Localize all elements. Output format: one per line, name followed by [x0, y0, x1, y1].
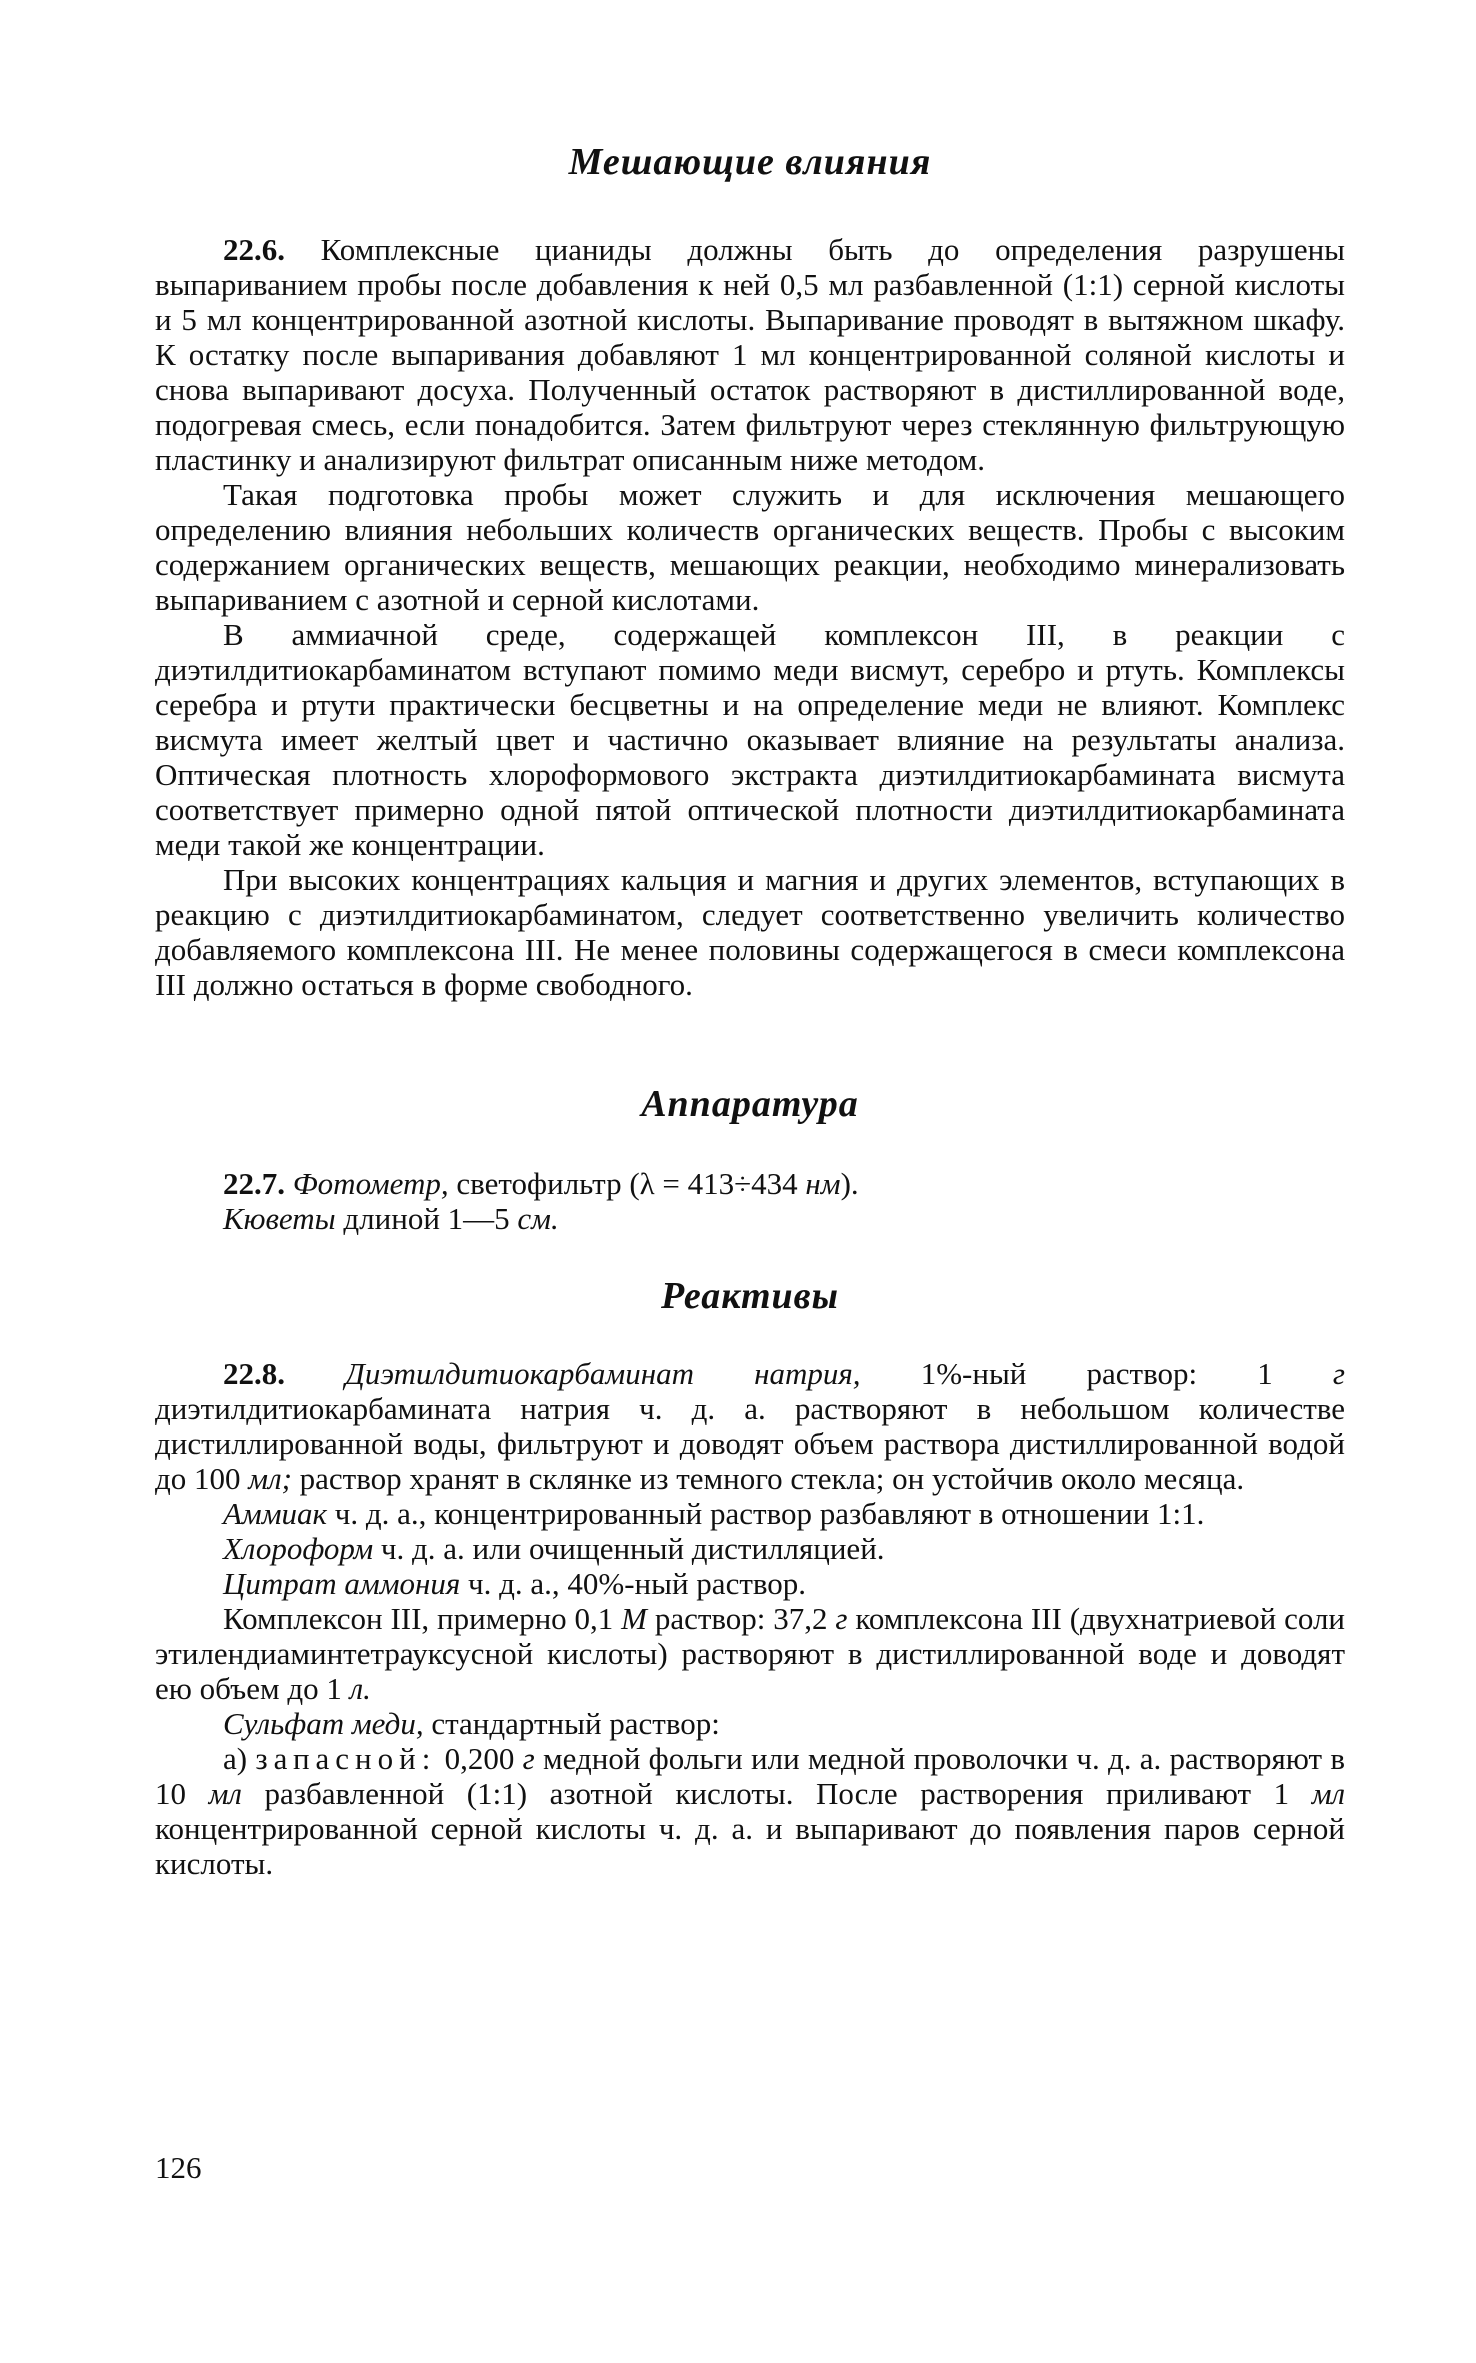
paragraph-ammonium-citrate — [155, 1566, 1345, 1601]
unit: мл — [1311, 1776, 1346, 1811]
text: светофильтр (λ = 413÷434 — [448, 1166, 806, 1201]
paragraph-sample-prep: Такая подготовка пробы может служить и для исключения мешающего определению влияния небольших количеств органических веществ. Пробы с высоким содержанием органических веществ, мешающих реакции, необходимо минерализовать выпариванием с азотной и серной кислотами. — [155, 477, 1345, 617]
text: Комплексон III, примерно 0,1 — [223, 1601, 622, 1636]
heading-interference: Мешающие влияния — [568, 141, 932, 183]
unit: л. — [349, 1671, 371, 1706]
section-number: 22.8. — [223, 1356, 285, 1391]
term-cuvettes: Кюветы — [223, 1201, 336, 1236]
section-number: 22.7. — [223, 1166, 285, 1201]
unit: М — [621, 1601, 647, 1636]
unit: г — [835, 1601, 848, 1636]
paragraph-cuvettes — [155, 1201, 1345, 1236]
text: концентрированной серной кислоты ч. д. а. и выпаривают до появления паров серной кислоты. — [155, 1811, 1345, 1881]
unit: г — [1332, 1356, 1346, 1391]
term-reagent: Аммиак — [223, 1496, 328, 1531]
text: 0,200 — [436, 1741, 523, 1776]
heading-apparatus: Аппаратура — [641, 1083, 859, 1125]
term-reagent: Диэтилдитиокарбаминат натрия, — [345, 1356, 861, 1391]
text: разбавленной (1:1) азотной кислоты. После растворения приливают 1 — [241, 1776, 1312, 1811]
text: диэтилдитиокарбамината натрия ч. д. а. растворяют в небольшом количестве дистиллированной воды, фильтруют и доводят объем раствора дистиллированной водой до 100 — [155, 1391, 1345, 1496]
heading-reagents: Реактивы — [661, 1275, 839, 1317]
text: длиной 1—5 — [335, 1201, 518, 1236]
term-photometer: Фотометр, — [292, 1166, 449, 1201]
unit: мл; — [248, 1461, 292, 1496]
unit: мл — [208, 1776, 242, 1811]
term-reagent: Хлороформ — [223, 1531, 374, 1566]
unit: г — [522, 1741, 535, 1776]
paragraph-22-8 — [155, 1356, 1345, 1496]
unit-cm: см. — [517, 1201, 559, 1236]
text: ч. д. а., 40%-ный раствор. — [460, 1566, 807, 1601]
text: медной фольги или медной проволочки ч. д. а. растворяют в 10 — [155, 1741, 1345, 1811]
page-content — [155, 140, 1345, 1881]
text: 1%-ный раствор: 1 — [860, 1356, 1333, 1391]
term-reagent: Цитрат аммония — [223, 1566, 461, 1601]
text: ч. д. а. или очищенный дистилляцией. — [373, 1531, 885, 1566]
text: ч. д. а., концентрированный раствор разбавляют в отношении 1:1. — [327, 1496, 1205, 1531]
paragraph-chloroform — [155, 1531, 1345, 1566]
paragraph-high-concentrations: При высоких концентрациях кальция и магния и других элементов, вступающих в реакцию с диэтилдитиокарбаминатом, следует соответственно увеличить количество добавляемого комплексона III. Не менее половины содержащегося в смеси комплексона III должно остаться в форме свободного. — [155, 862, 1345, 1002]
text: раствор хранят в склянке из темного стекла; он устойчив около месяца. — [291, 1461, 1245, 1496]
spaced-term: запасной: — [255, 1741, 437, 1776]
paragraph-complexon — [155, 1601, 1345, 1706]
paragraph-ammonia — [155, 1496, 1345, 1531]
paragraph-22-7 — [155, 1166, 1345, 1201]
term-reagent: Сульфат меди, — [223, 1706, 424, 1741]
text: комплексона III (двухнатриевой соли этилендиаминтетрауксусной кислоты) растворяют в дистиллированной воде и доводят ею объем до 1 — [155, 1601, 1346, 1706]
text: ). — [840, 1166, 859, 1201]
text: а) — [223, 1741, 256, 1776]
page-number: 126 — [155, 2150, 202, 2185]
paragraph-ammonia-medium: В аммиачной среде, содержащей комплексон III, в реакции с диэтилдитиокарбаминатом вступают помимо меди висмут, серебро и ртуть. Комплексы серебра и ртути практически бесцветны и на определение меди не влияют. Комплекс висмута имеет желтый цвет и частично оказывает влияние на результаты анализа. Оптическая плотность хлороформового экстракта диэтилдитиокарбамината висмута соответствует примерно одной пятой оптической плотности диэтилдитиокарбамината меди такой же концентрации. — [155, 617, 1345, 862]
paragraph-text: Комплексные цианиды должны быть до определения разрушены выпариванием пробы после добавления к ней 0,5 мл разбавленной (1:1) серной кислоты и 5 мл концентрированной азотной кислоты. Выпаривание проводят в вытяжном шкафу. К остатку после выпаривания добавляют 1 мл концентрированной соляной кислоты и снова выпаривают досуха. Полученный остаток растворяют в дистиллированной воде, подогревая смесь, если понадобится. Затем фильтруют через стеклянную фильтрующую пластинку и анализируют фильтрат описанным ниже методом. — [155, 232, 1346, 477]
paragraph-22-6 — [155, 232, 1345, 477]
section-number: 22.6. — [223, 232, 285, 267]
unit-nm: нм — [805, 1166, 841, 1201]
paragraph-stock-solution — [155, 1741, 1345, 1881]
paragraph-copper-sulfate — [155, 1706, 1345, 1741]
text: раствор: 37,2 — [646, 1601, 836, 1636]
text: стандартный раствор: — [423, 1706, 720, 1741]
